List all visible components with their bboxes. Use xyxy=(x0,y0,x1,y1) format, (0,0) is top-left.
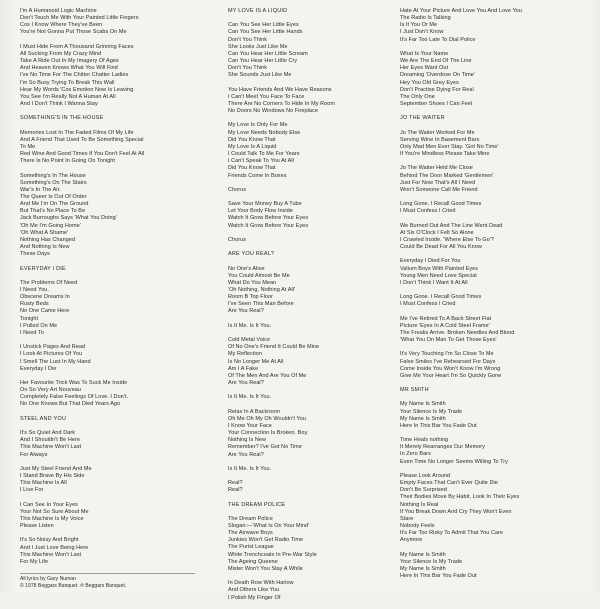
lyric-line: Friends Come In Boxes xyxy=(228,172,287,179)
lyric-line: Picture 'Eyes In A Cold Steel Frame' xyxy=(400,322,490,329)
song-title-text: EVERYDAY I DIE xyxy=(20,265,66,272)
lyric-stanza xyxy=(228,22,393,79)
lyric-line: Junkies Won't Get Radio Time xyxy=(228,537,304,544)
lyric-line: Empty Faces That Can't Ever Quite Die xyxy=(400,480,498,487)
lyric-stanza xyxy=(228,201,393,230)
lyric-line: Something's On The Stairs xyxy=(20,179,87,186)
lyric-line: Take A Ride Out In My Imagery Of Ages xyxy=(20,58,119,65)
lyric-line: My Name Is Smith xyxy=(400,415,446,422)
lyric-line: No One Knows But That Died Years Ago xyxy=(20,401,121,408)
lyric-line: Remember? I've Got No Time xyxy=(228,444,302,451)
song-title xyxy=(20,416,205,423)
lyric-stanza xyxy=(228,394,393,401)
lyric-stanza xyxy=(400,223,590,252)
lyric-line: My Love Needs Nobody Else xyxy=(228,129,301,136)
lyric-line: Here In This Bar You Fade Out xyxy=(400,422,477,429)
lyric-line: Nothing Is Real xyxy=(400,501,439,508)
lyric-line: Long Gone. I Recall Good Times xyxy=(400,294,482,301)
lyric-line: My Name Is Smith xyxy=(400,551,446,558)
lyric-line: This Machine Is My Voice xyxy=(20,515,84,522)
lyric-line: Can You See Her Little Eyes xyxy=(228,22,299,29)
lyric-stanza xyxy=(228,466,393,473)
lyric-stanza xyxy=(228,409,393,459)
lyric-line: The Only One xyxy=(400,93,435,100)
lyric-line: Don't Touch Me With Your Painted Little Fingers xyxy=(20,15,139,22)
lyric-line: I Can See In Your Eyes xyxy=(20,501,78,508)
lyric-line: 'Oh What A Shame' xyxy=(20,229,69,236)
lyric-stanza xyxy=(400,552,590,581)
lyric-line: My Name Is Smith xyxy=(400,401,446,408)
lyric-line: Could Be Dead For All You Know xyxy=(400,244,482,251)
lyric-line: And A Friend That Used To Be Something Special xyxy=(20,136,144,143)
song-title-text: MR SMITH xyxy=(400,387,429,394)
lyric-line: Completely False Feelings Of Love. I Don't. xyxy=(20,394,129,401)
lyric-line: No Doors No Windows No Fireplace xyxy=(228,108,318,115)
lyric-line: For My Life xyxy=(20,558,49,565)
lyric-line: It's So Noisy And Bright xyxy=(20,537,79,544)
lyric-stanza xyxy=(20,380,205,409)
lyric-line: Behind The Door Marked 'Gentlemen' xyxy=(400,172,494,179)
lyric-line: Let Your Body Flow Inside xyxy=(228,208,293,215)
lyric-line: Cos I Know Where They've Been xyxy=(20,22,103,29)
lyric-line: Tonight xyxy=(20,315,39,322)
credits-divider xyxy=(20,573,195,574)
lyric-line: It's Far Too Risky To Admit That You Care xyxy=(400,530,504,537)
lyric-line: Are You Real? xyxy=(228,308,264,315)
lyric-line: I Must Confess I Cried xyxy=(400,301,456,308)
lyric-stanza xyxy=(20,502,205,531)
lyric-line: It's Very Touching I'm So Close To Me xyxy=(400,351,494,358)
song-title xyxy=(228,251,393,258)
lyric-line: If You're Mindless Please Take Mine xyxy=(400,151,490,158)
lyric-line: Stare xyxy=(400,515,414,522)
lyric-stanza xyxy=(400,473,590,545)
lyric-line: Nothing Has Changed xyxy=(20,236,76,243)
lyric-line: You're Not Gonna Put Those Scabs On Me xyxy=(20,29,127,36)
lyric-stanza xyxy=(20,130,205,166)
lyric-line: My Love Is A Liquid xyxy=(228,143,277,150)
song-title xyxy=(228,502,393,509)
lyric-line: Of The Men And Are You Of Me xyxy=(228,372,307,379)
lyric-line: I Live For xyxy=(20,487,44,494)
lyric-line: The Dream Police xyxy=(228,515,273,522)
lyric-line: For Always xyxy=(20,451,48,458)
lyric-line: Something's In The House xyxy=(20,172,86,179)
lyric-stanza xyxy=(400,201,590,215)
lyric-stanza xyxy=(20,44,205,108)
lyric-stanza xyxy=(228,187,393,194)
lyric-line: Is It Me. Is It You. xyxy=(228,465,272,472)
lyric-line: Only Mad Men Ever Stay. 'Got No Time' xyxy=(400,143,499,150)
lyric-line: And Heaven Knows What You Will Find xyxy=(20,65,118,72)
lyric-line: Her Favourite Trick Was To Suck Me Inside xyxy=(20,380,128,386)
lyric-line: Nobody Feels xyxy=(400,523,435,530)
lyric-line: Don't You Think xyxy=(228,36,268,43)
lyric-line: Hear My Words 'Cos Emotion Now Is Leaving xyxy=(20,86,134,93)
lyric-line: Anymore xyxy=(400,537,423,544)
lyric-stanza xyxy=(20,280,205,337)
lyric-line: I Must Confess I Cried xyxy=(400,208,456,215)
lyric-line: Please Look Around xyxy=(400,472,451,479)
lyric-stanza xyxy=(400,401,590,430)
lyric-line: I Stand Brave By His Side xyxy=(20,472,85,479)
lyric-line: 'Oh Me I'm Going Home' xyxy=(20,222,81,229)
lyrics-column-1 xyxy=(20,8,205,589)
lyric-line: She Looks Just Like Me xyxy=(228,43,288,50)
lyric-line: Your Silence Is My Trade xyxy=(400,408,463,415)
song-title xyxy=(228,8,393,15)
lyric-line: There Are No Corners To Hide In My Room xyxy=(228,101,336,107)
lyric-line: Dreaming 'Overdose On Time' xyxy=(400,72,475,79)
lyric-line: Are You Real? xyxy=(228,379,264,386)
lyric-line: I Crawled Inside. 'Where Else To Go'? xyxy=(400,236,495,243)
song-title xyxy=(20,115,205,122)
lyric-line: Just For Now That's All I Need xyxy=(400,179,476,186)
lyric-line: I Need You. xyxy=(20,287,49,293)
lyric-stanza xyxy=(400,294,590,308)
lyric-line: 'What You On Man To Get Those Eyes' xyxy=(400,337,497,344)
lyric-line: Chorus xyxy=(228,236,247,243)
lyric-line: The Radio Is Talking xyxy=(400,15,451,22)
lyric-stanza xyxy=(400,316,590,345)
lyric-line: And Nothing Is New xyxy=(20,244,70,251)
lyric-line: I Could Talk To Me For Years xyxy=(228,151,300,158)
lyric-line: To Me xyxy=(20,143,36,150)
lyric-line: Even Time No Longer Seems Willing To Try xyxy=(400,458,508,465)
lyric-line: On So Very Art Nouveau xyxy=(20,387,82,394)
lyric-line: Is It Me. Is It You. xyxy=(228,394,272,401)
lyric-stanza xyxy=(20,537,205,566)
lyric-line: Her Eyes Want Out xyxy=(400,65,449,72)
lyric-line: Hate At Your Picture And Love You And Love You xyxy=(400,8,522,14)
lyric-line: Mister Won't You Stay A While xyxy=(228,565,303,572)
lyric-line: Room B Top Floor xyxy=(228,294,274,301)
lyric-line: Obscene Dreams In xyxy=(20,294,70,301)
lyric-line: September Shoes I Can Feel xyxy=(400,101,473,108)
lyric-line: Can You Hear Her Little Scream xyxy=(228,50,308,57)
lyric-stanza xyxy=(228,580,393,601)
lyric-line: Hey You Old Grey Eyes xyxy=(400,79,459,86)
lyric-line: 'Oh Nothing, Nothing At All' xyxy=(228,286,296,293)
lyric-line: This Machine Is All xyxy=(20,480,67,487)
lyric-line: Time Heals nothing xyxy=(400,437,449,444)
lyric-line: And Me I'm On The Ground xyxy=(20,201,89,208)
lyric-line: Red Wine And Good Times If You Don't Feel At All xyxy=(20,151,145,158)
lyric-line: I Must Hide From A Thousand Grinning Faces xyxy=(20,43,134,50)
lyric-stanza xyxy=(20,173,205,259)
lyric-line: I Pulled On Me xyxy=(20,322,58,329)
lyric-line: I Unstick Pages And Read xyxy=(20,344,86,351)
credit-line: All lyrics by Gary Numan xyxy=(20,576,76,583)
lyric-line: Don't Practise Dying For Real xyxy=(400,86,474,93)
song-title-text: SOMETHING'S IN THE HOUSE xyxy=(20,115,104,122)
lyric-line: Memories Lost In The Faded Films Of My Life xyxy=(20,129,134,136)
lyric-line: Real? xyxy=(228,480,243,487)
lyric-line: What Do You Mean xyxy=(228,279,277,286)
lyric-stanza xyxy=(228,516,393,573)
lyric-line: Did You Know That xyxy=(228,136,276,143)
lyric-line: You Could Almost Be Me xyxy=(228,272,290,279)
lyric-line: Did You Know That xyxy=(228,165,276,172)
lyric-line: The Airwave Boys xyxy=(228,530,273,537)
lyric-line: Here In This Bar You Fade Out xyxy=(400,573,477,580)
lyric-line: The Queer Is Out Of Order xyxy=(20,194,87,200)
lyric-line: And I Don't Think I Wanna Stay xyxy=(20,101,98,108)
lyric-line: I Can't Meet You Face To Face xyxy=(228,93,305,100)
lyric-line: I Polish My Finger Of xyxy=(228,594,281,601)
lyric-line: Of No One's Friend It Could Be Mine xyxy=(228,344,320,351)
lyric-line: Are You Real? xyxy=(228,451,264,458)
lyric-line: I'm So Busy Trying To Break This Wall xyxy=(20,79,115,86)
song-title-text: STEEL AND YOU xyxy=(20,415,67,422)
lyric-stanza xyxy=(228,323,393,330)
lyric-line: I Smell The Lust In My Hand xyxy=(20,358,91,365)
lyric-line: Can You Hear Her Little Cry xyxy=(228,58,298,65)
lyric-stanza xyxy=(20,344,205,373)
lyrics-column-2 xyxy=(228,8,393,609)
lyric-line: Your Silence Is My Trade xyxy=(400,558,463,565)
lyric-line: The Problems Of Need xyxy=(20,279,78,286)
lyric-line: What Is Your Name xyxy=(400,50,449,57)
lyric-stanza xyxy=(400,258,590,287)
lyric-stanza xyxy=(400,51,590,108)
lyric-line: I Need To xyxy=(20,329,44,336)
lyric-line: It's Far Too Late To Dial Police xyxy=(400,36,476,43)
lyric-line: Is It You Or Me xyxy=(400,22,438,29)
song-title xyxy=(400,115,590,122)
song-title-text: THE DREAM POLICE xyxy=(228,501,286,508)
lyric-line: Long Gone. I Recall Good Times xyxy=(400,201,482,208)
lyric-line: No One's Alive xyxy=(228,265,265,272)
lyric-line: Your Connection Is Broken. Boy. xyxy=(228,430,309,437)
lyric-line: She Sounds Just Like Me xyxy=(228,72,292,79)
lyric-line: Everyday I Die xyxy=(20,365,57,372)
lyric-stanza xyxy=(228,337,393,387)
lyric-line: Jo The Waiter Held Me Close xyxy=(400,165,473,172)
lyric-stanza xyxy=(400,130,590,159)
lyric-line: Their Bodies Move By Habit, Look In Their Eyes xyxy=(400,494,520,501)
lyric-line: Watch It Grow Before Your Eyes xyxy=(228,222,309,229)
lyric-line: Jo The Waiter Worked For Me xyxy=(400,129,475,136)
lyric-line: The Ageing Queene xyxy=(228,558,278,565)
lyric-stanza xyxy=(228,480,393,494)
lyric-line: And Others Like You xyxy=(228,587,280,594)
lyric-line: Everyday I Died For You xyxy=(400,258,461,265)
lyric-line: There Is No Point In Going On Tonight xyxy=(20,158,115,165)
lyric-line: Jack Burroughs Says 'What You Doing' xyxy=(20,215,117,222)
lyric-stanza xyxy=(400,165,590,194)
lyric-line: I'm A Humanoid Logic Machine xyxy=(20,8,97,14)
lyric-line: Your Not So Sure About Me xyxy=(20,508,89,515)
lyric-line: And I Shouldn't Be Here xyxy=(20,437,80,444)
lyric-line: Save Your Money Buy A Tube xyxy=(228,201,302,208)
lyric-line: White Trenchcoats In Pre-War Style xyxy=(228,551,317,558)
lyric-line: I Just Don't Know xyxy=(400,29,444,36)
lyric-line: War's In The Air. xyxy=(20,186,61,193)
song-title-text: JO THE WAITER xyxy=(400,115,445,122)
lyric-stanza xyxy=(228,87,393,116)
lyric-line: Real? xyxy=(228,487,243,494)
lyric-line: No One Came Here xyxy=(20,308,70,315)
lyric-stanza xyxy=(228,122,393,179)
lyric-line: I've Seen This Man Before xyxy=(228,301,294,308)
lyric-line: And I Just Love Being Here xyxy=(20,544,89,551)
lyric-line: If You Break Down And Cry They Won't Even xyxy=(400,508,512,515)
lyric-stanza xyxy=(400,351,590,380)
lyric-line: Is It Me. Is It You. xyxy=(228,322,272,329)
lyrics-column-3 xyxy=(400,8,590,587)
lyric-line: Come Inside You Won't Know I'm Wrong xyxy=(400,365,501,372)
lyric-line: My Love Is Only For Me xyxy=(228,122,288,129)
lyric-line: In Zero Bars xyxy=(400,451,431,458)
credit-line: © 1978 Beggars Banquet. ℗ Beggars Banquet. xyxy=(20,582,127,589)
lyric-line: Relax In A Backroom xyxy=(228,408,281,415)
lyric-line: In Death Row With Harlow xyxy=(228,580,294,587)
lyric-line: Won't Someone Call Me Friend xyxy=(400,186,478,193)
lyric-line: False Smiles I've Rehearsed For Days xyxy=(400,358,496,365)
lyric-line: I've No Time For The Chitter Chatter Ladies xyxy=(20,72,129,79)
lyric-line: Please Listen xyxy=(20,523,54,530)
lyric-line: Just My Steel Friend And Me xyxy=(20,465,92,472)
lyric-line: My Reflection xyxy=(228,351,262,358)
lyric-line: I Know Your Face xyxy=(228,422,272,429)
lyric-stanza xyxy=(400,437,590,466)
lyric-stanza xyxy=(400,8,590,44)
lyric-stanza xyxy=(228,237,393,244)
lyric-line: You See I'm Really Not A Human At All xyxy=(20,93,116,100)
lyric-line: Chorus xyxy=(228,186,247,193)
lyric-stanza xyxy=(20,466,205,495)
lyric-line: Can You See Her Little Hands xyxy=(228,29,303,36)
lyric-line: All Sucking From My Crazy Mind xyxy=(20,50,102,57)
lyric-line: We Burned Out And The Line Went Dead xyxy=(400,222,503,229)
lyric-line: These Days xyxy=(20,251,50,258)
lyric-line: Young Men Need Love Special xyxy=(400,272,477,279)
lyric-line: My Name Is Smith xyxy=(400,565,446,572)
lyric-line: I Don't Think I Want It At All xyxy=(400,279,468,286)
lyric-line: It Merely Rearranges Our Memory xyxy=(400,444,485,451)
lyric-line: I Look At Pictures Of You xyxy=(20,351,83,358)
lyric-line: You Have Friends And We Have Reasons xyxy=(228,86,332,93)
lyric-stanza xyxy=(228,266,393,316)
lyric-line: Slogan:—'What Is On Your Mind' xyxy=(228,523,310,529)
lyric-line: The Freaks Arrive. Broken Needles And Blood xyxy=(400,329,515,336)
lyric-line: We Are The End Of The Line xyxy=(400,58,472,65)
lyric-line: Is No Longer Me At All xyxy=(228,358,284,365)
lyric-line: I Can't Speak To You At All xyxy=(228,158,294,165)
song-title xyxy=(20,266,205,273)
lyric-line: Valium Boys With Painted Eyes xyxy=(400,265,479,272)
lyric-line: Rusty Beds xyxy=(20,301,49,308)
lyric-line: This Machine Won't Last xyxy=(20,551,82,558)
lyric-line: Cold Metal Voice xyxy=(228,337,271,344)
lyric-line: Nothing Is New xyxy=(228,437,266,444)
lyric-line: Don't Be Surprised xyxy=(400,487,447,494)
lyric-line: Give Me Your Heart I'm So Quickly Gone xyxy=(400,372,502,379)
lyric-line: It's So Quiet And Dark xyxy=(20,430,76,437)
lyric-line: Don't You Think xyxy=(228,65,268,72)
song-title-text: ARE YOU REAL? xyxy=(228,251,275,258)
lyric-line: The Purist League xyxy=(228,544,274,551)
lyric-line: Watch It Grow Before Your Eyes xyxy=(228,215,309,222)
lyric-line: Me I've Retired To A Back Street Flat xyxy=(400,315,492,322)
song-title-text: MY LOVE IS A LIQUID xyxy=(228,8,288,14)
lyric-line: Am I A Fake xyxy=(228,365,259,372)
lyric-line: This Machine Won't Last xyxy=(20,444,82,451)
lyric-line: Serving Wine In Basement Bars xyxy=(400,136,480,143)
song-title xyxy=(400,387,590,394)
lyric-line: Oh Me Oh My Oh Wouldn't You xyxy=(228,415,306,422)
lyric-stanza xyxy=(20,8,205,37)
lyric-line: But That's No Place To Be xyxy=(20,208,86,215)
lyric-stanza xyxy=(20,430,205,459)
lyric-line: At Six O'Clock I Felt So Alone xyxy=(400,229,474,236)
